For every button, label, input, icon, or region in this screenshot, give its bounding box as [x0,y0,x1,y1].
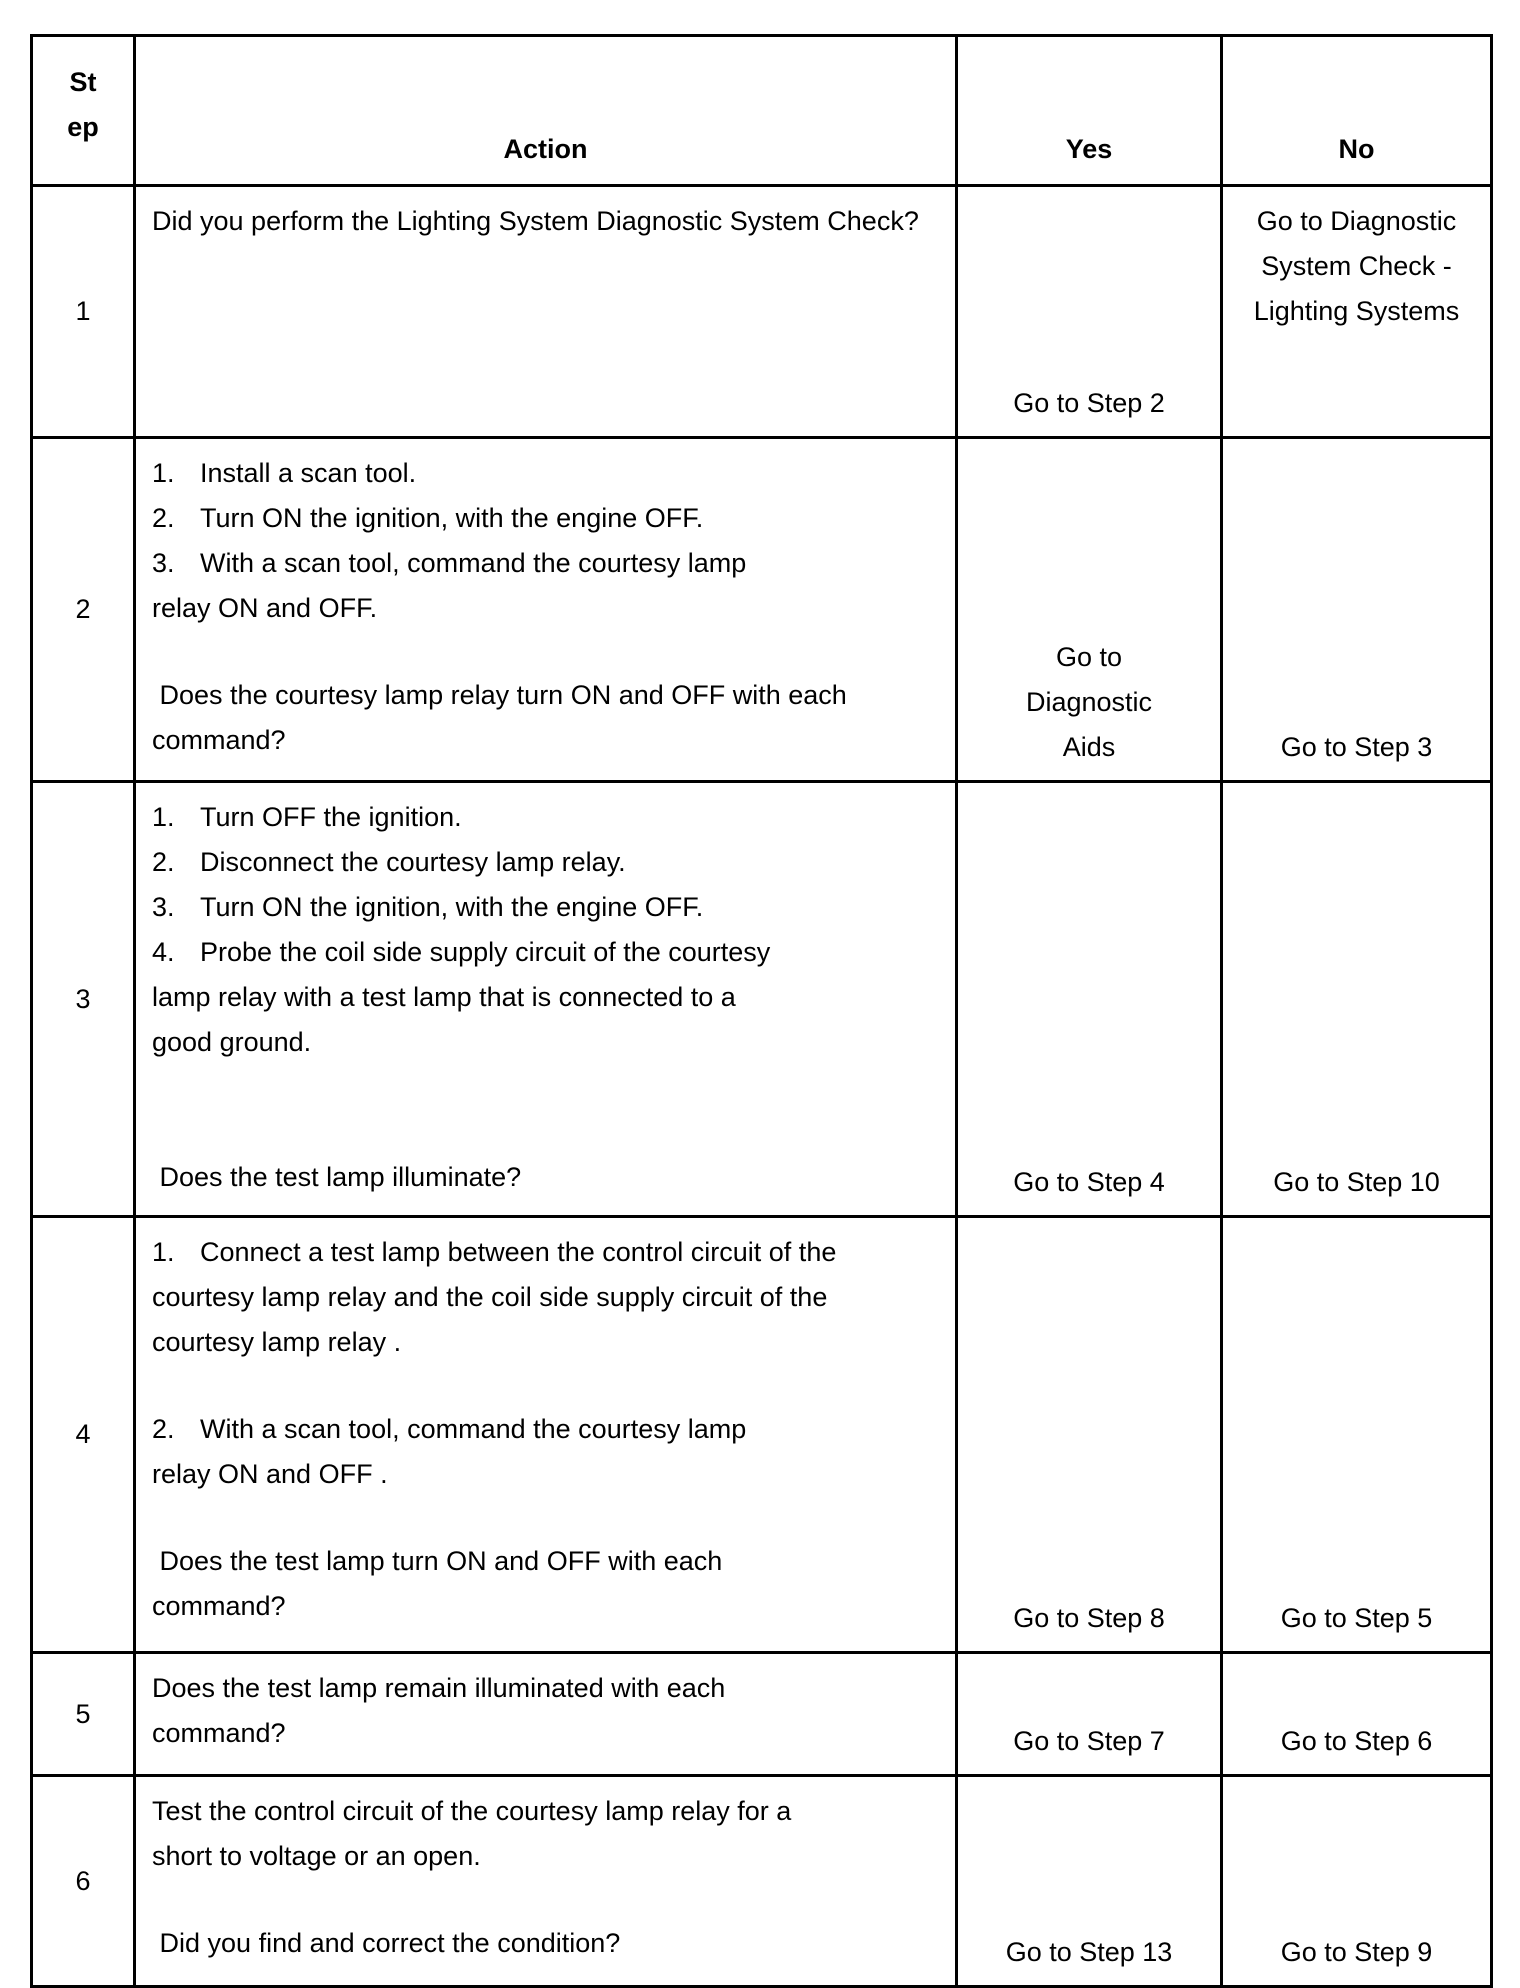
action-cell [135,186,957,438]
step-number: 2 [32,438,135,782]
action-question: Does the test lamp illuminate? [159,1162,522,1192]
step-number: 3 [32,782,135,1217]
no-text: Go to Diagnostic System Check - Lighting Systems [1253,206,1460,326]
yes-text: Go to Diagnostic Aids [1025,642,1153,762]
no-cell: Go to Step 10 [1222,782,1492,1217]
action-item: 1. Install a scan tool. [152,458,417,488]
action-question: Did you find and correct the condition? [159,1928,621,1958]
step-number: 5 [32,1653,135,1776]
action-item: 2. With a scan tool, command the courtesy lamp relay ON and OFF . [152,1414,754,1489]
yes-cell [957,438,1222,782]
action-item: 4. Probe the coil side supply circuit of the courtesy lamp relay with a test lamp that is connected to a good ground. [152,937,778,1057]
table-row [32,1653,1492,1776]
action-cell [135,782,957,1217]
action-item: 1. Connect a test lamp between the control circuit of the courtesy lamp relay and the coil side supply circuit of the courtesy lamp relay . [152,1237,844,1357]
no-cell: Go to Step 6 [1222,1653,1492,1776]
yes-cell: Go to Step 8 [957,1217,1222,1653]
table-row [32,782,1492,1217]
no-cell: Go to Step 3 [1222,438,1492,782]
action-item: 2. Turn ON the ignition, with the engine OFF. [152,503,704,533]
yes-cell: Go to Step 2 [957,186,1222,438]
header-row [32,36,1492,186]
table-row [32,1217,1492,1653]
step-number: 1 [32,186,135,438]
table-row [32,438,1492,782]
action-cell [135,1653,957,1776]
header-action: Action [135,36,957,186]
action-item: 2. Disconnect the courtesy lamp relay. [152,847,626,877]
yes-cell: Go to Step 13 [957,1776,1222,1987]
no-cell: Go to Step 9 [1222,1776,1492,1987]
action-item: 1. Turn OFF the ignition. [152,802,462,832]
action-text: Did you perform the Lighting System Diagnostic System Check? [152,206,919,236]
action-cell [135,1217,957,1653]
table-row [32,1776,1492,1987]
table-row [32,186,1492,438]
no-cell [1222,186,1492,438]
action-item: 3. Turn ON the ignition, with the engine OFF. [152,892,704,922]
diagnostic-table [30,34,1493,1988]
no-cell: Go to Step 5 [1222,1217,1492,1653]
action-question: Does the test lamp turn ON and OFF with each command? [152,1546,730,1621]
yes-cell: Go to Step 7 [957,1653,1222,1776]
action-question: Does the courtesy lamp relay turn ON and OFF with each command? [152,680,855,755]
yes-cell: Go to Step 4 [957,782,1222,1217]
action-question: Does the test lamp remain illuminated with each command? [152,1673,733,1748]
header-step: St ep [32,36,135,186]
header-no: No [1222,36,1492,186]
action-item: 3. With a scan tool, command the courtesy lamp relay ON and OFF. [152,548,754,623]
step-number: 6 [32,1776,135,1987]
action-cell [135,438,957,782]
header-yes: Yes [957,36,1222,186]
step-number: 4 [32,1217,135,1653]
action-text: Test the control circuit of the courtesy lamp relay for a short to voltage or an open. [152,1796,799,1871]
action-cell [135,1776,957,1987]
